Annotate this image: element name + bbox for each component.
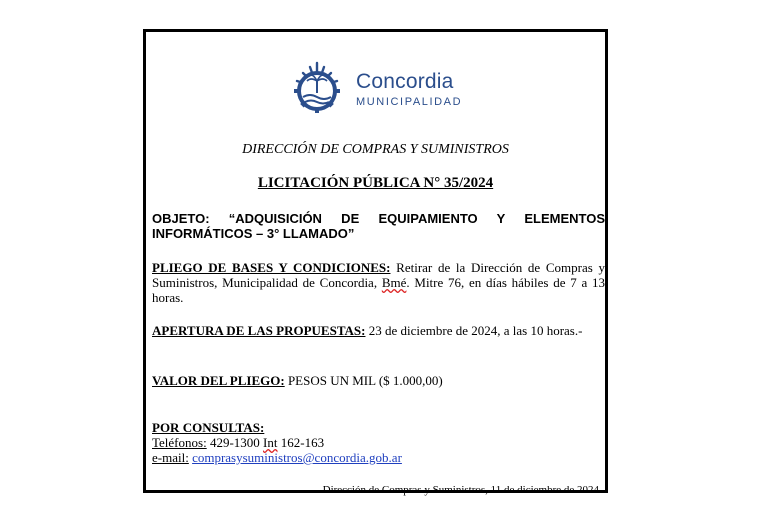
int-value: 162-163: [277, 435, 325, 450]
email-label: e-mail:: [152, 450, 189, 465]
consultas-section: [152, 420, 605, 465]
valor-text: PESOS UN MIL ($ 1.000,00): [284, 373, 443, 388]
valor-section: [152, 373, 605, 388]
logo-subtitle: MUNICIPALIDAD: [356, 96, 463, 108]
apertura-text: 23 de diciembre de 2024, a las 10 horas.-: [365, 323, 583, 338]
consultas-label: POR CONSULTAS:: [152, 420, 265, 435]
department-heading: DIRECCIÓN DE COMPRAS Y SUMINISTROS: [242, 142, 509, 157]
phone-label: Teléfonos:: [152, 435, 207, 450]
footer-text: Dirección de Compras y Suministros, 11 de diciembre de 2024: [322, 484, 599, 496]
pliego-text: Retirar de la Dirección de Compras y Suministros, Municipalidad de Concordia,: [152, 260, 605, 290]
pliego-text-2: . Mitre 76, en días hábiles de 7 a 13 horas.: [152, 275, 605, 305]
pliego-bme: Bmé: [381, 275, 407, 290]
int-label: Int: [263, 435, 278, 450]
tender-title: LICITACIÓN PÚBLICA N° 35/2024: [257, 175, 494, 191]
email-link[interactable]: comprasysuministros@concordia.gob.ar: [192, 450, 402, 465]
pliego-label: PLIEGO DE BASES Y CONDICIONES:: [152, 260, 391, 275]
apertura-label: APERTURA DE LAS PROPUESTAS:: [152, 323, 366, 338]
valor-label: VALOR DEL PLIEGO:: [152, 373, 285, 388]
notice-frame: [143, 29, 608, 496]
objeto-text: OBJETO: “ADQUISICIÓN DE EQUIPAMIENTO Y ELEMENTOS INFORMÁTICOS – 3° LLAMADO”: [152, 211, 605, 241]
logo-name: Concordia: [356, 70, 454, 93]
apertura-section: [152, 323, 605, 338]
pliego-section: [152, 260, 605, 305]
logo-text: [356, 71, 462, 109]
phone-value: 429-1300: [206, 435, 264, 450]
